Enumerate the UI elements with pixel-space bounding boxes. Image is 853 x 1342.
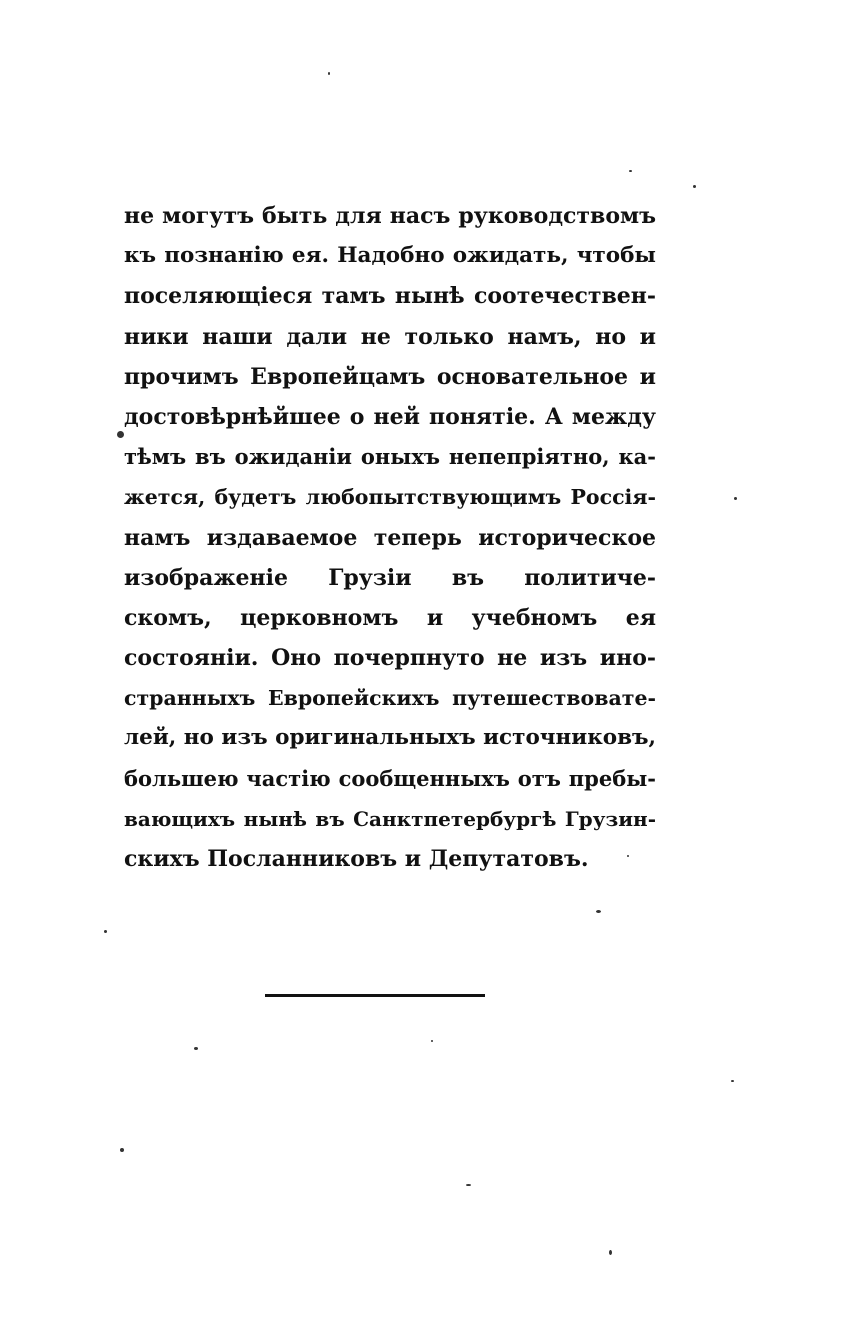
scan-speck [117,431,124,438]
text-line-9: намъ издаваемое теперь историческое [124,524,656,551]
scan-speck [596,910,601,913]
scan-speck [693,185,696,188]
text-line-14: лей, но изъ оригинальныхъ источниковъ, [124,725,656,751]
scan-speck [194,1047,198,1050]
text-line-2: къ познанію ея. Надобно ожидать, чтобы [124,243,656,269]
text-line-13: странныхъ Европейскихъ путешествовате- [124,686,656,711]
scan-speck [120,1148,124,1152]
text-line-17: скихъ Посланниковъ и Депутатовъ. [124,846,589,872]
scan-speck [731,1080,734,1082]
body-text [124,196,656,879]
text-line-11: скомъ, церковномъ и учебномъ ея [124,604,656,631]
scan-speck [609,1250,612,1255]
text-line-5: прочимъ Европейцамъ основательное и [124,363,656,390]
text-line-7: тѣмъ въ ожиданіи оныхъ непепріятно, ка- [124,444,656,470]
scan-speck [104,930,107,933]
scan-speck [629,170,632,172]
scan-speck [328,72,330,75]
text-line-16: вающихъ нынѣ въ Санктпетербургѣ Грузин- [124,806,656,831]
text-line-15: большею частію сообщенныхъ отъ пребы- [124,765,656,791]
scan-speck [627,855,629,857]
scan-speck [431,1040,433,1042]
text-line-10: изображеніе Грузіи въ политиче- [124,564,656,591]
text-line-4: ники наши дали не только намъ, но и [124,323,656,350]
section-divider [265,994,485,997]
text-line-8: жется, будетъ любопытствующимъ Россія- [124,485,656,510]
scan-speck [466,1184,471,1186]
text-line-6: достовѣрнѣйшее о ней понятіе. А между [124,403,656,430]
text-line-3: поселяющіеся тамъ нынѣ соотечествен- [124,283,656,310]
scan-speck [734,497,737,500]
text-line-1: не могутъ быть для насъ руководствомъ [124,203,656,229]
text-line-12: состояніи. Оно почерпнуто не изъ ино- [124,645,656,672]
